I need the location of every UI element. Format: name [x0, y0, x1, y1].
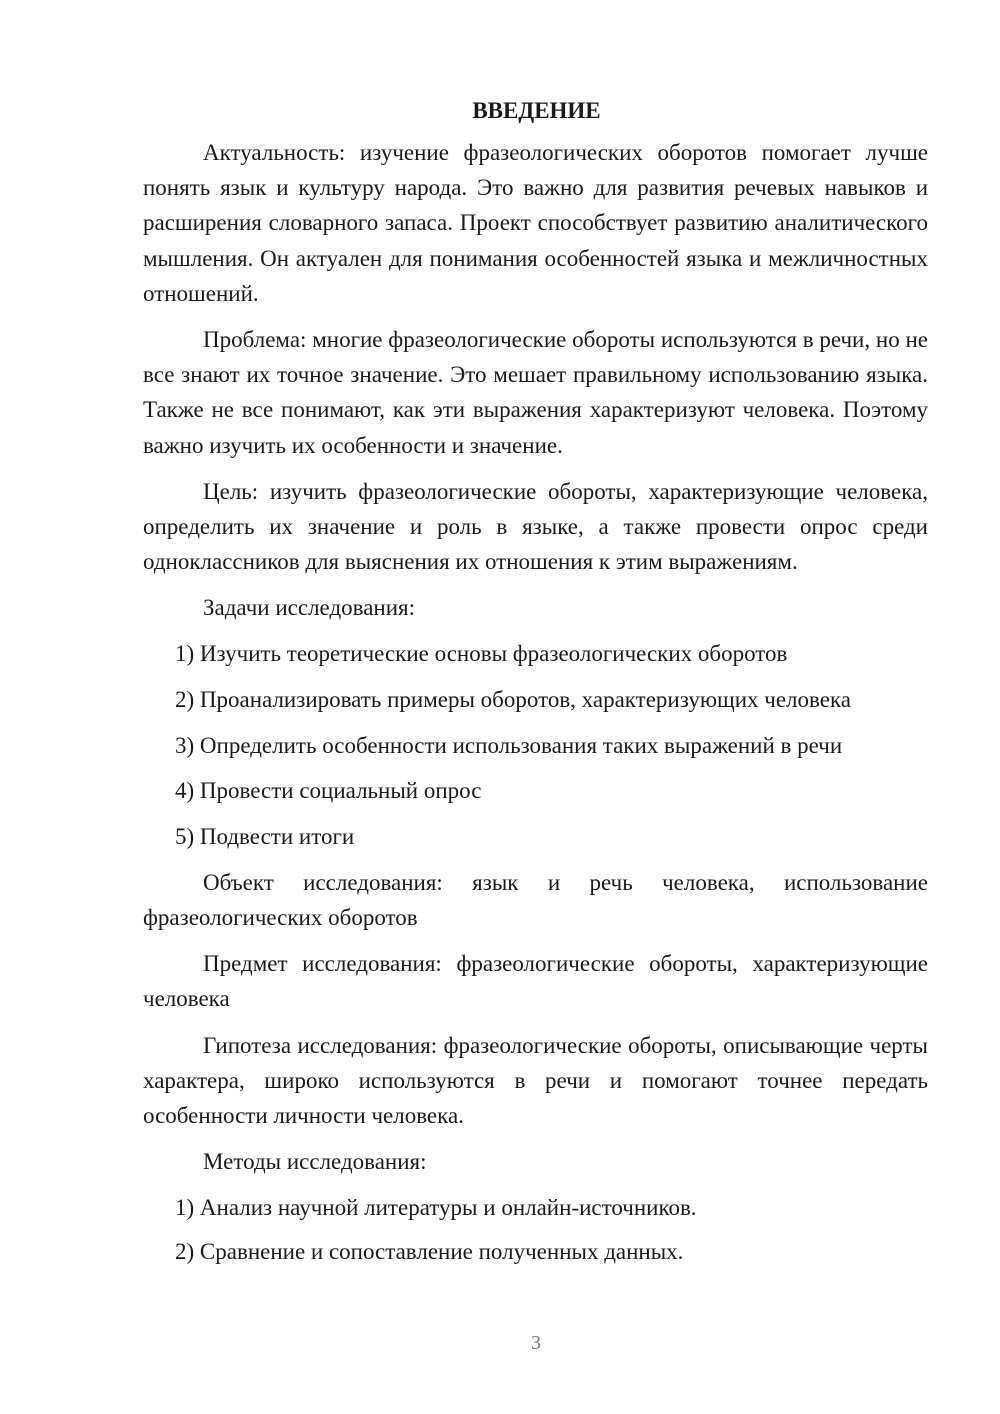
hypothesis-paragraph: Гипотеза исследования: фразеологические обороты, описывающие черты характера, широко используются в речи и помогают точнее передать особенности личности человека.	[143, 1032, 928, 1129]
list-item: 5) Подвести итоги	[175, 823, 355, 849]
page-title: ВВЕДЕНИЕ	[472, 98, 601, 123]
tasks-list	[143, 636, 928, 853]
list-item: 1) Анализ научной литературы и онлайн-источников.	[175, 1195, 697, 1221]
tasks-heading: Задачи исследования:	[203, 595, 416, 621]
object-paragraph: Объект исследования: язык и речь человека, использование фразеологических оборотов	[143, 869, 928, 931]
methods-list	[143, 1190, 928, 1269]
list-item: 3) Определить особенности использования таких выражений в речи	[175, 732, 843, 758]
list-item: 1) Изучить теоретические основы фразеологических оборотов	[175, 641, 788, 667]
list-item: 2) Проанализировать примеры оборотов, характеризующих человека	[175, 687, 852, 713]
subject-paragraph: Предмет исследования: фразеологические обороты, характеризующие человека	[143, 951, 928, 1012]
problem-paragraph: Проблема: многие фразеологические обороты используются в речи, но не все знают их точное значение. Это мешает правильному использованию языка. Также не все понимают, как эти выражения характеризуют человека. Поэтому важно изучить их особенности и значение.	[143, 327, 928, 458]
actuality-paragraph: Актуальность: изучение фразеологических оборотов помогает лучше понять язык и культуру народа. Это важно для развития речевых навыков и расширения словарного запаса. Проект способствует развитию аналитического мышления. Он актуален для понимания особенностей языка и межличностных отношений.	[143, 140, 928, 306]
list-item: 2) Сравнение и сопоставление полученных данных.	[175, 1239, 684, 1265]
page-content	[143, 94, 928, 1280]
methods-heading: Методы исследования:	[203, 1149, 427, 1175]
page-number: 3	[531, 1332, 541, 1354]
goal-paragraph: Цель: изучить фразеологические обороты, характеризующие человека, определить их значение и роль в языке, а также провести опрос среди одноклассников для выяснения их отношения к этим выражениям.	[143, 478, 928, 575]
list-item: 4) Провести социальный опрос	[175, 778, 482, 804]
